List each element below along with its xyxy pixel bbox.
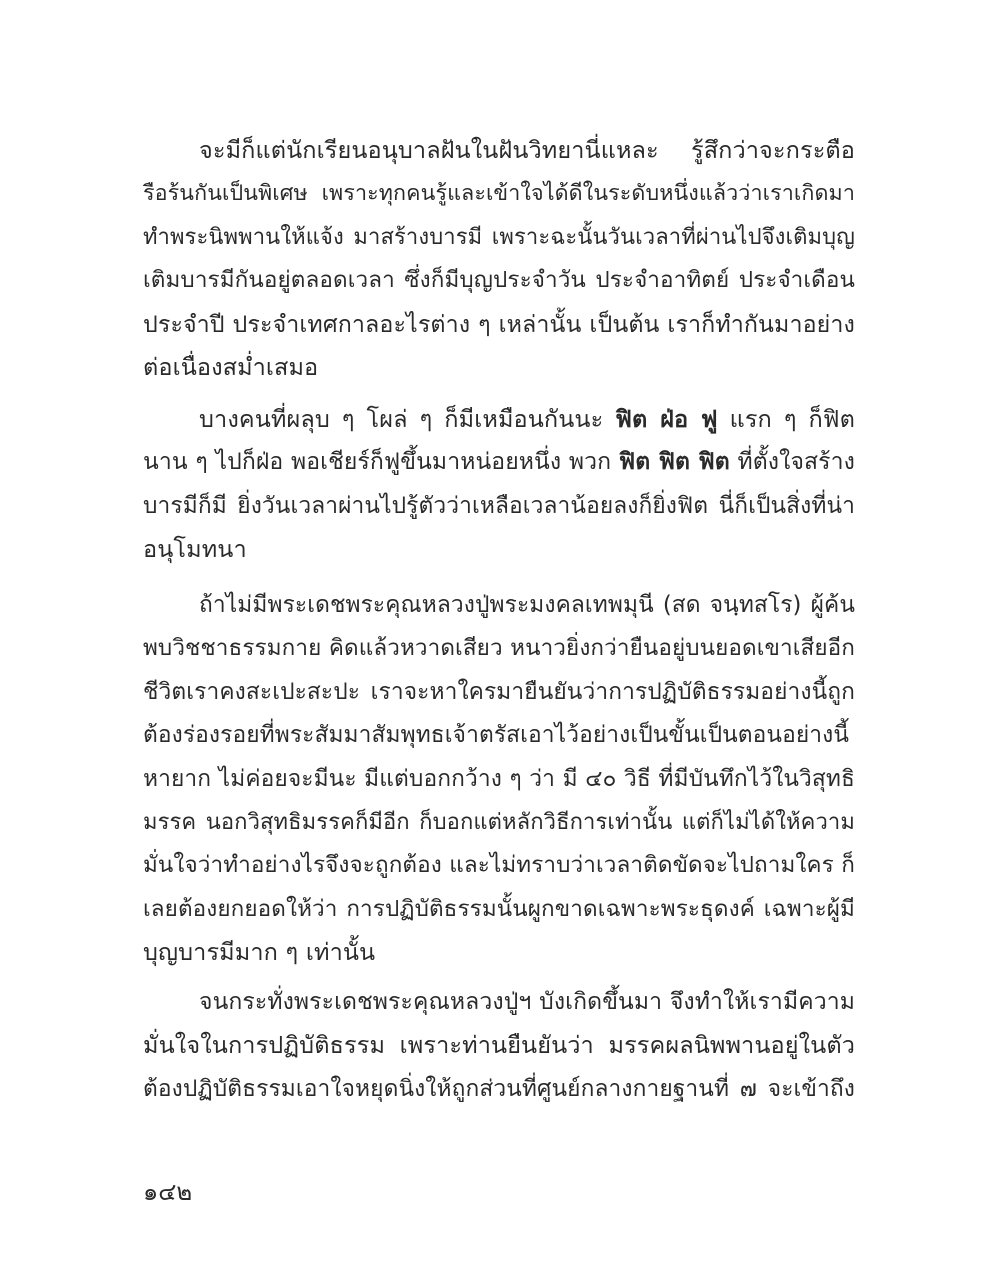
text-line: มั่นใจในการปฏิบัติธรรม เพราะท่านยืนยันว่า มรรคผลนิพพานอยู่ในตัว [143,1031,855,1060]
text-line: มั่นใจว่าทำอย่างไรจึงจะถูกต้อง และไม่ทราบว่าเวลาติดขัดจะไปถามใคร ก็ [143,852,855,879]
bold-phrase: ฟิต ฟิต ฟิต [618,449,730,476]
page-number: ๑๔๒ [143,1178,193,1206]
text-run: บางคนที่ผลุบ ๆ โผล่ ๆ ก็มีเหมือนกันนะ [199,405,616,433]
paragraph-2 [143,398,855,572]
text-run: นาน ๆ ไปก็ฝ่อ พอเชียร์ก็ฟูขึ้นมาหน่อยหนึ่ง พวก [143,449,619,476]
text-line: รือร้นกันเป็นพิเศษ เพราะทุกคนรู้และเข้าใจได้ดีในระดับหนึ่งแล้วว่าเราเกิดมา [143,181,855,207]
text-run: แรก ๆ ก็ฟิต [717,405,855,433]
text-line [143,398,855,441]
text-line: จะมีก็แต่นักเรียนอนุบาลฝันในฝันวิทยานี่แหละ รู้สึกว่าจะกระตือ [199,136,855,164]
text-line: เลยต้องยกยอดให้ว่า การปฏิบัติธรรมนั้นผูกขาดเฉพาะพระธุดงค์ เฉพาะผู้มี [143,895,855,922]
paragraph-4 [143,981,855,1111]
text-line: อนุโมทนา [143,535,247,564]
text-line: พบวิชชาธรรมกาย คิดแล้วหวาดเสียว หนาวยิ่งกว่ายืนอยู่บนยอดเขาเสียอีก [143,635,855,662]
paragraph-1 [143,129,855,389]
text-line: บารมีก็มี ยิ่งวันเวลาผ่านไปรู้ตัวว่าเหลือเวลาน้อยลงก็ยิ่งฟิต นี่ก็เป็นสิ่งที่น่า [143,492,855,519]
text-line: หายาก ไม่ค่อยจะมีนะ มีแต่บอกกว้าง ๆ ว่า มี ๔๐ วิธี ที่มีบันทึกไว้ในวิสุทธิ [143,765,855,792]
text-line: เติมบารมีกันอยู่ตลอดเวลา ซึ่งก็มีบุญประจำวัน ประจำอาทิตย์ ประจำเดือน [143,267,855,294]
text-line: ชีวิตเราคงสะเปะสะปะ เราจะหาใครมายืนยันว่าการปฏิบัติธรรมอย่างนี้ถูก [143,678,855,705]
text-line: ถ้าไม่มีพระเดชพระคุณหลวงปู่พระมงคลเทพมุนี (สด จนฺทสโร) ผู้ค้น [199,592,855,618]
text-line: ทำพระนิพพานให้แจ้ง มาสร้างบารมี เพราะฉะนั้นวันเวลาที่ผ่านไปจึงเติมบุญ [143,224,855,250]
text-run: ที่ตั้งใจสร้าง [729,449,855,476]
text-line: ประจำปี ประจำเทศกาลอะไรต่าง ๆ เหล่านั้น เป็นต้น เราก็ทำกันมาอย่าง [143,310,855,338]
text-line: มรรค นอกวิสุทธิมรรคก็มีอีก ก็บอกแต่หลักวิธีการเท่านั้น แต่ก็ไม่ได้ให้ความ [143,809,855,835]
text-line: จนกระทั่งพระเดชพระคุณหลวงปู่ฯ บังเกิดขึ้นมา จึงทำให้เรามีความ [199,989,855,1015]
text-line [143,441,855,484]
text-line: ต่อเนื่องสม่ำเสมอ [143,352,319,381]
text-line: ต้องปฏิบัติธรรมเอาใจหยุดนิ่งให้ถูกส่วนที่ศูนย์กลางกายฐานที่ ๗ จะเข้าถึง [143,1075,855,1102]
paragraph-3 [143,584,855,975]
bold-phrase: ฟิต ฝ่อ ฟู [615,405,718,433]
text-line: บุญบารมีมาก ๆ เท่านั้น [143,938,376,967]
text-line: ต้องร่องรอยที่พระสัมมาสัมพุทธเจ้าตรัสเอาไว้อย่างเป็นขั้นเป็นตอนอย่างนี้ [143,722,850,749]
